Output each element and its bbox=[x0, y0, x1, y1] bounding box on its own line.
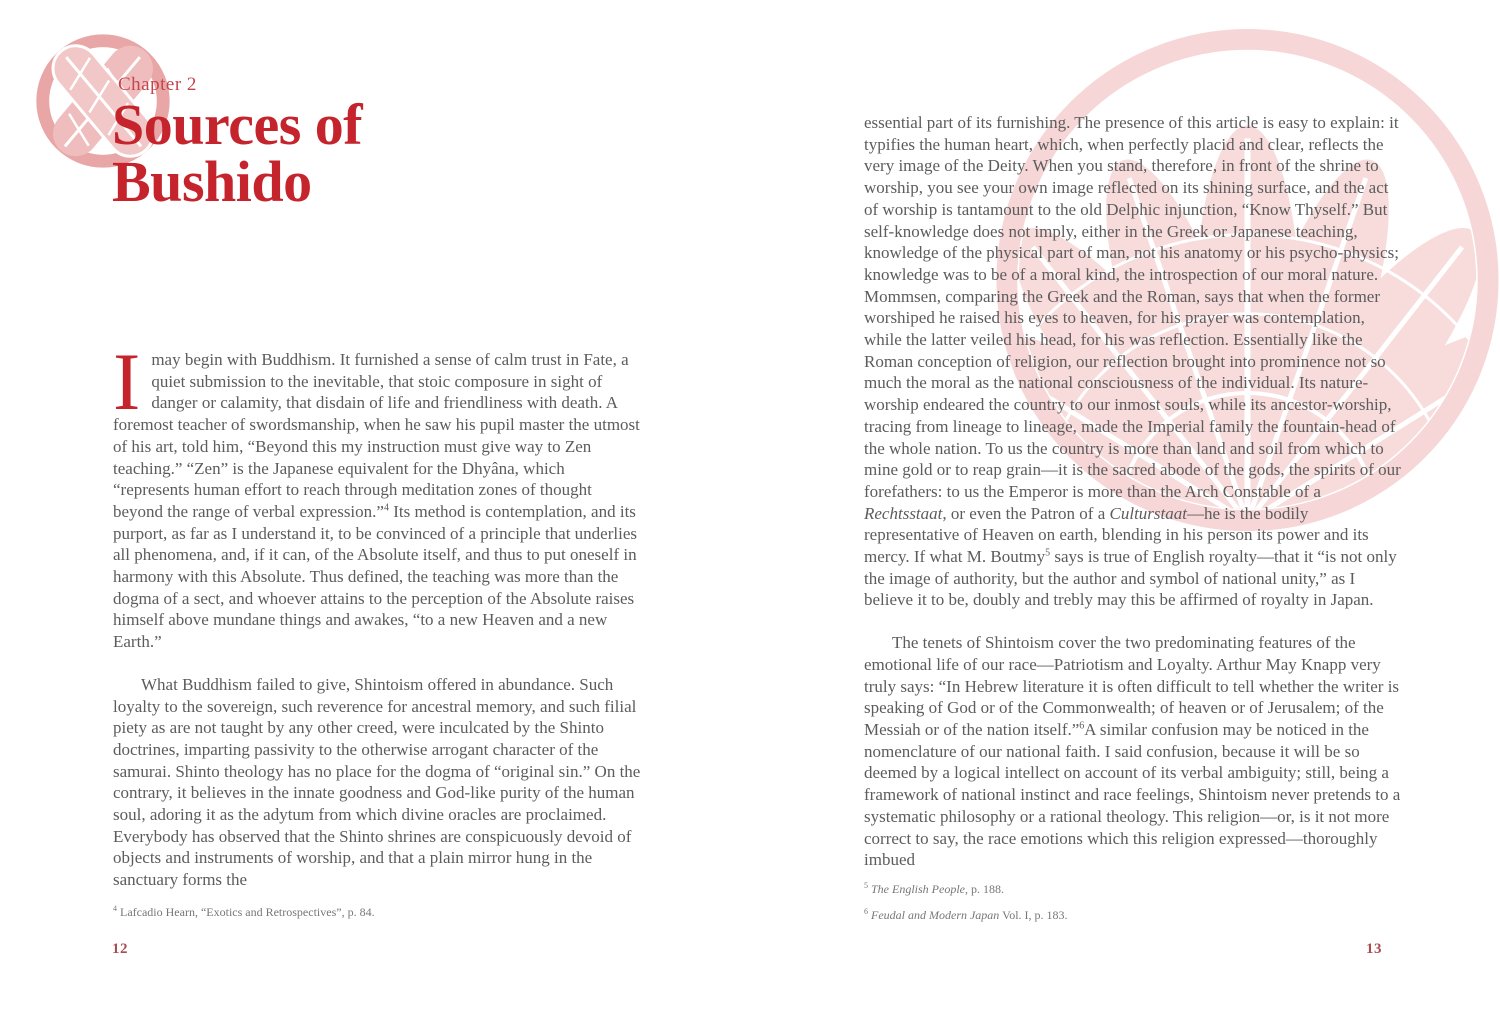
page-number-right: 13 bbox=[1366, 941, 1382, 957]
footnotes bbox=[864, 882, 1384, 934]
body-text-right bbox=[864, 112, 1402, 871]
footnote bbox=[864, 882, 1384, 897]
paragraph: The tenets of Shintoism cover the two predominating features of the emotional life of our race—Patriotism and Loyalty. Arthur May Knapp very truly says: “In Hebrew literature it is often difficult to tell whether the writer is speaking of God or of the Commonwealth; of heaven or of Jerusalem; of the Messiah or of the nation itself.”$^6$A similar confusion may be noticed in the nomenclature of our national faith. I said confusion, because it will be so deemed by a logical intellect on account of its verbal ambiguity; still, being a framework of national instinct and race feelings, Shintoism never pretends to a systematic philosophy or a rational theology. This religion—or, is it not more correct to say, the race emotions which this religion expressed—thoroughly imbued bbox=[864, 633, 1401, 870]
chapter-title bbox=[112, 92, 363, 214]
paragraph-text: may begin with Buddhism. It furnished a sense of calm trust in Fate, a quiet submission to the inevitable, that stoic composure in sight of danger or calamity, that disdain of life and friendliness with death. A foremost teacher of swordsmanship, when he saw his pupil master the utmost of his art, told him, “Beyond this my instruction must give way to Zen teaching.” “Zen” is the Japanese equivalent for the Dhyâna, which “represents human effort to reach through meditation zones of thought beyond the range of verbal expression.”$^4$ Its method is contemplation, and its purport, as far as I understand it, to be convinced of a principle that underlies all phenomena, and, if it can, of the Absolute itself, and thus to put oneself in harmony with this Absolute. Thus defined, the teaching was more than the dogma of a sect, and whoever attains to the perception of the Absolute raises himself above mundane things and awakes, “to a new Heaven and a new Earth.” bbox=[113, 350, 640, 652]
drop-cap: I bbox=[113, 336, 141, 427]
chapter-label: Chapter 2 bbox=[118, 74, 197, 95]
footnote-text: The English People, p. 188. bbox=[871, 882, 1004, 896]
footnote-text: Lafcadio Hearn, “Exotics and Retrospectives”, p. 84. bbox=[120, 905, 375, 919]
page-number-left: 12 bbox=[112, 941, 128, 957]
chapter-title-line-1: Sources of bbox=[112, 92, 363, 157]
body-text-left bbox=[113, 336, 643, 891]
footnote-marker: 5 bbox=[864, 881, 868, 890]
paragraph: What Buddhism failed to give, Shintoism offered in abundance. Such loyalty to the sovereign, such reverence for ancestral memory, and such filial piety as are not taught by any other creed, were inculcated by the Shinto doctrines, imparting passivity to the otherwise arrogant character of the samurai. Shinto theology has no place for the dogma of “original sin.” On the contrary, it believes in the innate goodness and God-like purity of the human soul, adoring it as the adytum from which divine oracles are proclaimed. Everybody has observed that the Shinto shrines are conspicuously devoid of objects and instruments of worship, and that a plain mirror hung in the sanctuary forms the bbox=[113, 674, 641, 890]
chapter-title-line-2: Bushido bbox=[112, 149, 312, 214]
footnote-marker: 6 bbox=[864, 907, 868, 916]
footnote-text: Feudal and Modern Japan Vol. I, p. 183. bbox=[871, 908, 1068, 922]
footnote bbox=[864, 908, 1384, 923]
footnote-marker: 4 bbox=[113, 904, 117, 913]
paragraph: essential part of its furnishing. The presence of this article is easy to explain: it typifies the human heart, which, when perfectly placid and clear, reflects the very image of the Deity. When you stand, therefore, in front of the shrine to worship, you see your own image reflected on its shining surface, and the act of worship is tantamount to the old Delphic injunction, “Know Thyself.” But self-knowledge does not imply, either in the Greek or Japanese teaching, knowledge of the physical part of man, not his anatomy or his psycho-physics; knowledge was to be of a moral kind, the introspection of our moral nature. Mommsen, comparing the Greek and the Roman, says that when the former worshiped he raised his eyes to heaven, for his prayer was contemplation, while the latter veiled his head, for his was reflection. Essentially like the Roman conception of religion, our reflection brought into prominence not so much the moral as the national consciousness of the individual. Its nature-worship endeared the country to our inmost souls, while its ancestor-worship, tracing from lineage to lineage, made the Imperial family the fountain-head of the whole nation. To us the country is more than land and soil from which to mine gold or to reap grain—it is the sacred abode of the gods, the spirits of our forefathers: to us the Emperor is more than the Arch Constable of a Rechtsstaat, or even the Patron of a Culturstaat—he is the bodily representative of Heaven on earth, blending in his person its power and its mercy. If what M. Boutmy$^5$ says is true of English royalty—that it “is not only the image of authority, but the author and symbol of national unity,” as I believe it to be, doubly and trebly may this be affirmed of royalty in Japan. bbox=[864, 113, 1401, 610]
paragraph bbox=[113, 336, 643, 653]
footnote bbox=[113, 905, 633, 920]
